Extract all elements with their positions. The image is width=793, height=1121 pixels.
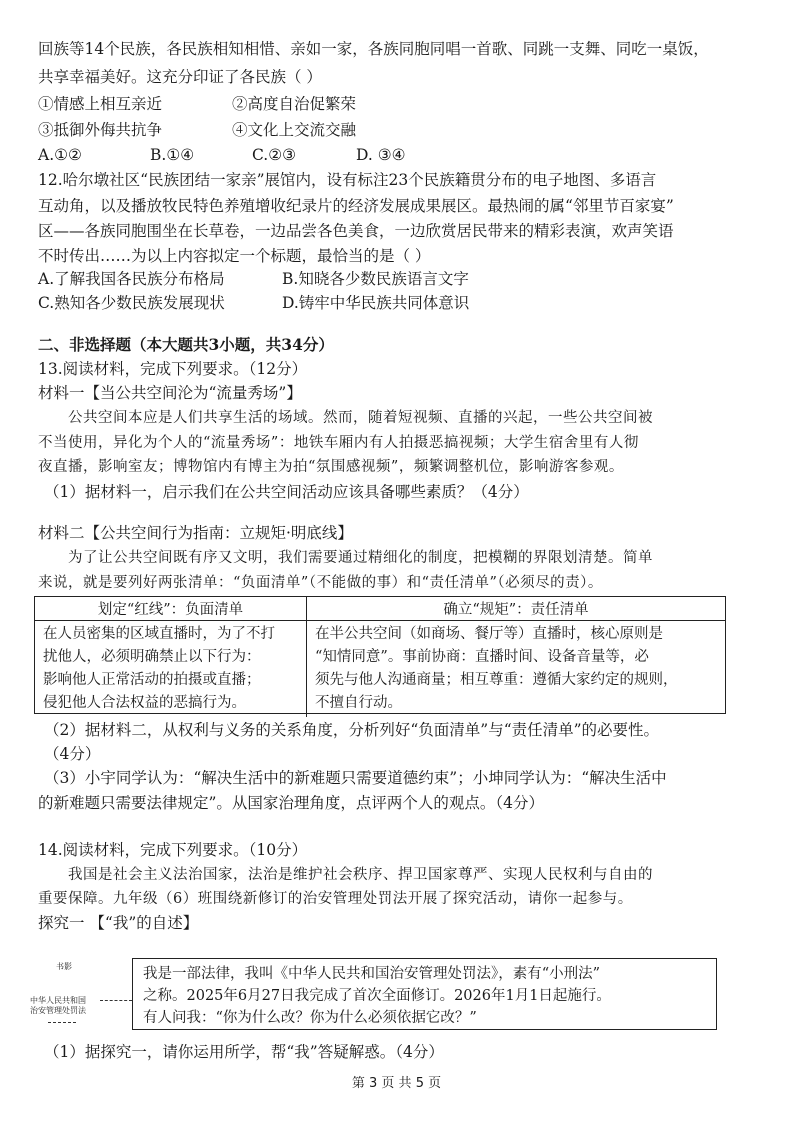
q13-question3-line2: 的新难题只需要法律规定”。从国家治理角度，点评两个人的观点。（4分） xyxy=(38,794,545,812)
q13-title: 13.阅读材料，完成下列要求。（12分） xyxy=(38,360,308,378)
q11-item-3: ③抵御外侮共抗争 xyxy=(38,121,163,139)
checklist-table xyxy=(34,596,726,714)
table-cell-line: 影响他人正常活动的拍摄或直播； xyxy=(43,672,261,688)
q11-option-c: C.②③ xyxy=(252,146,297,164)
section2-title: 二、非选择题（本大题共3小题，共34分） xyxy=(38,335,334,354)
law-name-label-2: 治安管理处罚法 xyxy=(30,1006,86,1015)
law-name-label-1: 中华人民共和国 xyxy=(30,996,86,1005)
q11-item-4: ④文化上交流交融 xyxy=(232,121,357,139)
table-cell-line: 不擅自行动。 xyxy=(315,695,402,711)
law-self-statement-box xyxy=(132,958,717,1030)
q12-stem-line3: 区——各族同胞围坐在长草卷，一边品尝各色美食，一边欣赏居民带来的精彩表演，欢声笑语 xyxy=(38,222,674,240)
q13-question3-line1: （3）小宇同学认为：“解决生活中的新难题只需要道德约束”；小坤同学认为：“解决生活中 xyxy=(44,769,667,787)
table-cell-line: 侵犯他人合法权益的恶搞行为。 xyxy=(43,695,246,711)
q12-option-b: B.知晓各少数民族语言文字 xyxy=(282,270,469,288)
q13-material1-title: 材料一【当公共空间沦为“流量秀场”】 xyxy=(38,384,302,402)
table-header-responsibility: 确立“规矩”：责任清单 xyxy=(307,597,725,621)
q14-intro-line1: 我国是社会主义法治国家，法治是维护社会秩序、捍卫国家尊严、实现人民权利与自由的 xyxy=(68,867,653,883)
connector-line xyxy=(48,1022,76,1023)
q14-title: 14.阅读材料，完成下列要求。（10分） xyxy=(38,841,308,859)
q14-intro-line2: 重要保障。九年级（6）班围绕新修订的治安管理处罚法开展了探究活动，请你一起参与。 xyxy=(38,891,633,907)
q11-option-d: D. ③④ xyxy=(356,146,406,164)
table-header-negative: 划定“红线”：负面清单 xyxy=(35,597,307,621)
q12-option-a: A.了解我国各民族分布格局 xyxy=(38,270,225,288)
q11-stem-line1: 回族等14个民族，各民族相知相惜、亲如一家，各族同胞同唱一首歌、同跳一支舞、同吃一桌饭， xyxy=(38,40,709,58)
q12-stem-line1: 12.哈尔墩社区“民族团结一家亲”展馆内，设有标注23个民族籍贯分布的电子地图、多语言 xyxy=(38,171,657,189)
table-cell-responsibility xyxy=(307,621,725,717)
law-statement-line: 之称。2025年6月27日我完成了首次全面修订。2026年1月1日起施行。 xyxy=(143,988,611,1004)
q11-option-b: B.①④ xyxy=(150,146,195,164)
q14-question1: （1）据探究一，请你运用所学，帮“我”答疑解惑。（4分） xyxy=(44,1043,444,1061)
q14-explore1-title: 探究一 【“我”的自述】 xyxy=(38,914,199,932)
q12-stem-line2: 互动角，以及播放牧民特色养殖增收纪录片的经济发展成果展区。最热闹的属“邻里节百家宴” xyxy=(38,197,674,215)
q11-option-a: A.①② xyxy=(38,146,82,164)
q12-option-d: D.铸牢中华民族共同体意识 xyxy=(282,294,470,312)
q13-material1-line3: 夜直播，影响室友；博物馆内有博主为拍“氛围感视频”，频繁调整机位，影响游客参观。 xyxy=(38,459,624,475)
q13-material2-line2: 来说，就是要列好两张清单：“负面清单”（不能做的事）和“责任清单”（必须尽的责）。 xyxy=(38,575,603,591)
table-cell-line: 在半公共空间（如商场、餐厅等）直播时，核心原则是 xyxy=(315,626,663,642)
connector-line xyxy=(100,1000,132,1001)
table-cell-line: 在人员密集的区域直播时，为了不打 xyxy=(43,626,275,642)
law-statement-line: 有人问我：“你为什么改？你为什么必须依据它改？” xyxy=(143,1010,477,1026)
table-cell-line: 扰他人，必须明确禁止以下行为： xyxy=(43,649,261,665)
page-footer: 第 3 页 共 5 页 xyxy=(351,1076,442,1091)
q13-material1-line2: 不当使用，异化为个人的“流量秀场”：地铁车厢内有人拍摄恶搞视频；大学生宿舍里有人彻 xyxy=(38,435,639,451)
q13-material2-line1: 为了让公共空间既有序又文明，我们需要通过精细化的制度，把模糊的界限划清楚。简单 xyxy=(68,550,653,566)
q13-material2-title: 材料二【公共空间行为指南：立规矩·明底线】 xyxy=(38,524,353,542)
q11-item-2: ②高度自治促繁荣 xyxy=(232,95,357,113)
table-cell-line: 须先与他人沟通商量；相互尊重：遵循大家约定的规则， xyxy=(315,672,678,688)
q13-question1: （1）据材料一，启示我们在公共空间活动应该具备哪些素质？（4分） xyxy=(44,483,529,501)
book-cover-label: 书影 xyxy=(56,962,72,971)
table-cell-negative xyxy=(35,621,307,717)
q11-stem-line2: 共享幸福美好。这充分印证了各民族（ ） xyxy=(38,68,322,86)
q13-material1-line1: 公共空间本应是人们共享生活的场域。然而，随着短视频、直播的兴起，一些公共空间被 xyxy=(68,410,653,426)
q13-question2-line1: （2）据材料二，从权利与义务的关系角度，分析列好“负面清单”与“责任清单”的必要性。 xyxy=(44,721,660,739)
q13-question2-line2: （4分） xyxy=(44,745,101,763)
table-cell-line: “知情同意”。事前协商：直播时间、设备音量等，必 xyxy=(315,649,649,665)
q12-option-c: C.熟知各少数民族发展现状 xyxy=(38,294,225,312)
law-statement-line: 我是一部法律，我叫《中华人民共和国治安管理处罚法》，素有“小刑法” xyxy=(143,966,601,982)
q12-stem-line4: 不时传出……为以上内容拟定一个标题，最恰当的是（ ） xyxy=(38,247,431,265)
q11-item-1: ①情感上相互亲近 xyxy=(38,95,163,113)
